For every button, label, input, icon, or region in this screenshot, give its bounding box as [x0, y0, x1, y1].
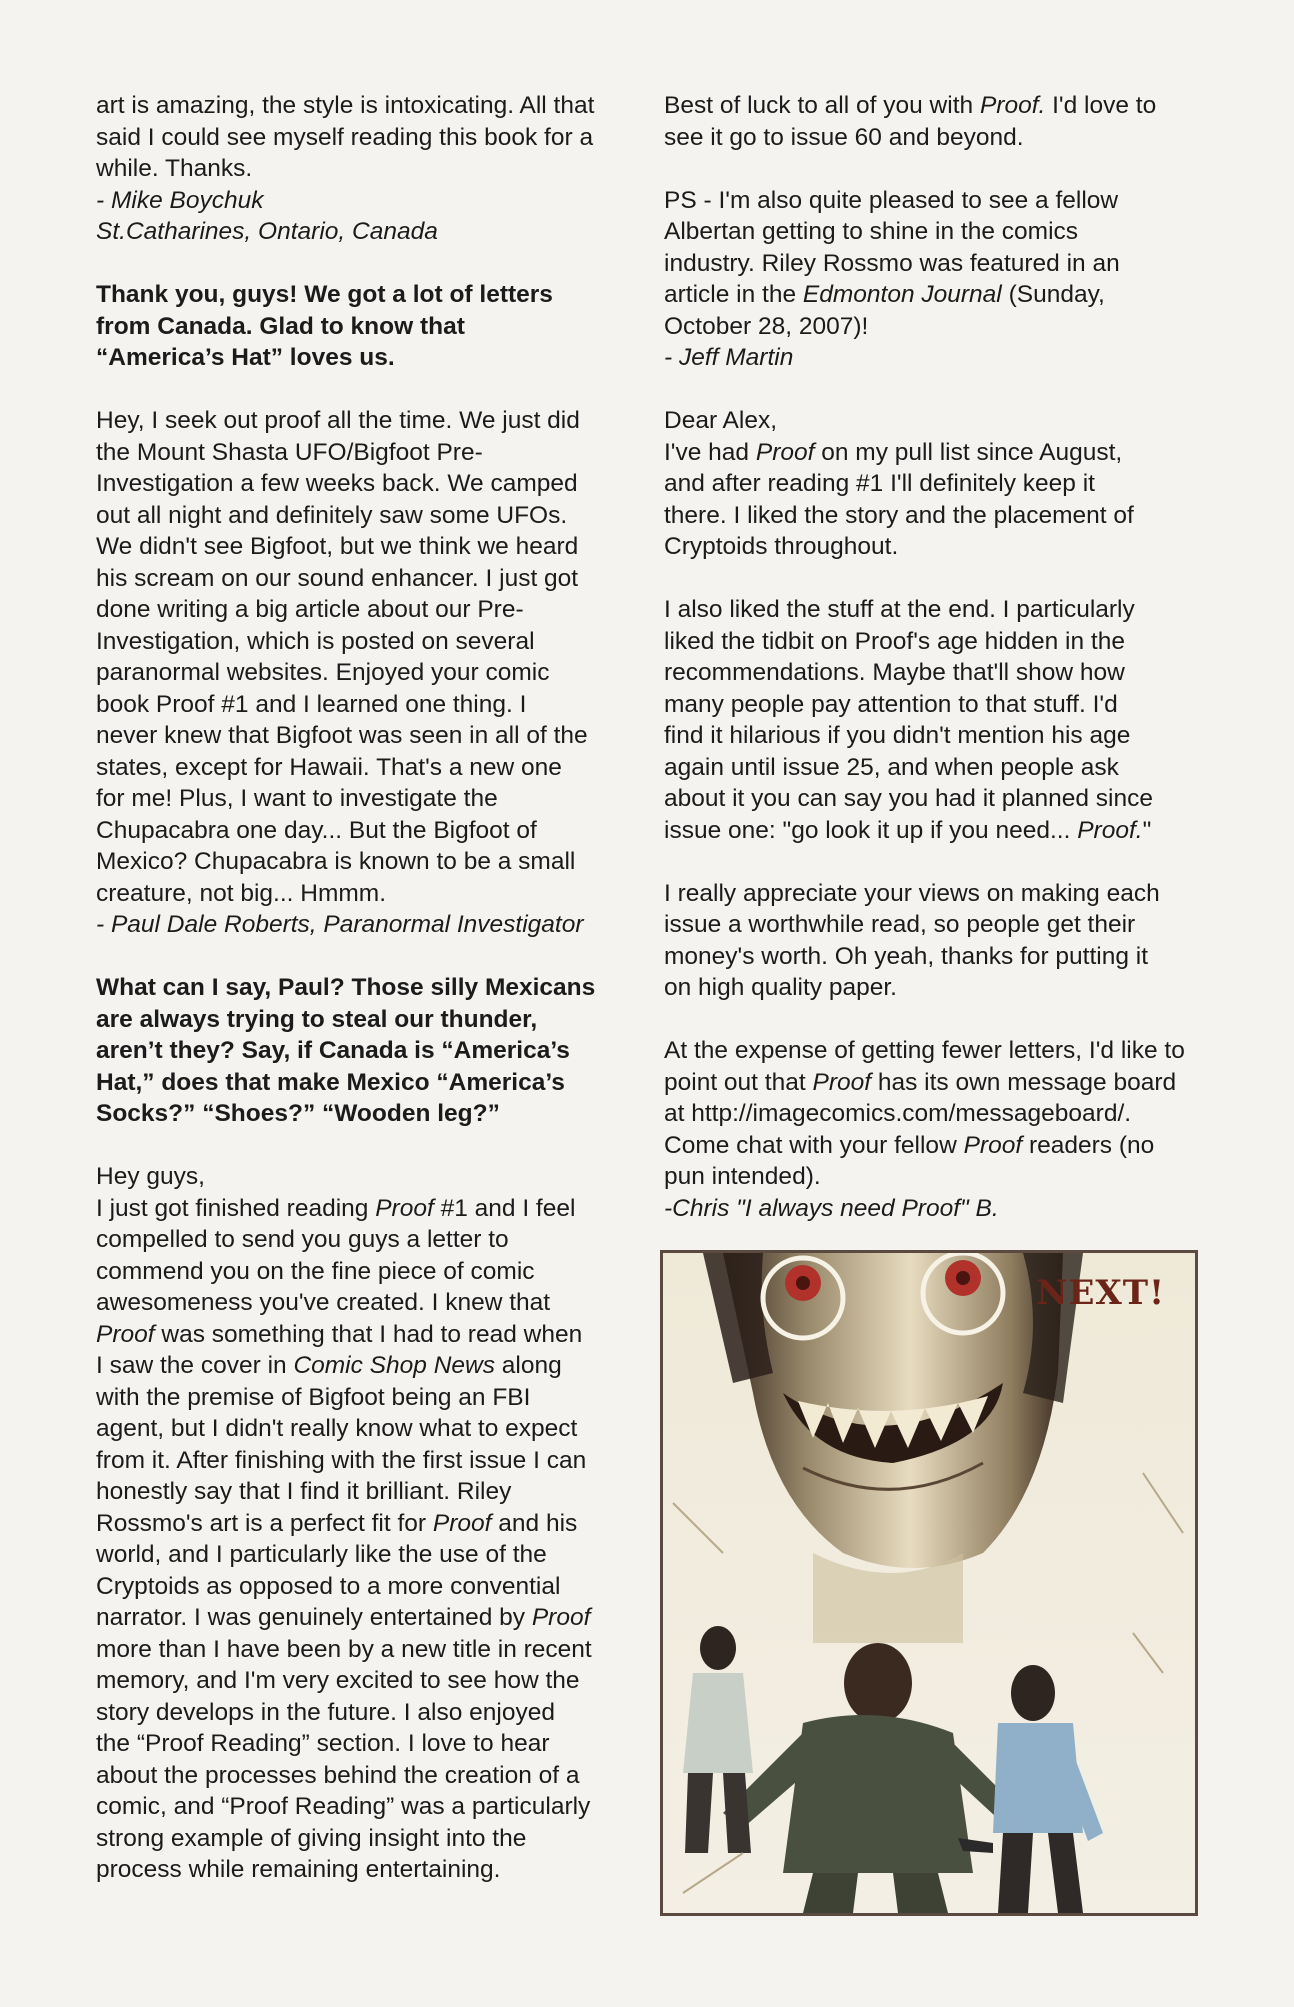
text-line: narrator. I was genuinely entertained by Proof [96, 1604, 591, 1631]
text-line: process while remaining entertaining. [96, 1856, 501, 1883]
message-board-url: at http://imagecomics.com/messageboard/. [664, 1100, 1132, 1127]
letter-mike-end [96, 90, 636, 185]
text-line: Albertan getting to shine in the comics [664, 218, 1079, 245]
text-line: book Proof #1 and I learned one thing. I [96, 690, 527, 718]
letter-chris-4 [664, 1035, 1209, 1224]
text-line: paranormal websites. Enjoyed your comic [96, 659, 550, 686]
reply-line: Hat,” does that make Mexico “America’s [96, 1068, 565, 1096]
text-line: PS - I'm also quite pleased to see a fellow [664, 186, 1119, 214]
text-line: strong example of giving insight into the [96, 1824, 527, 1852]
editor-reply [96, 972, 636, 1130]
signature-location: St.Catharines, Ontario, Canada [96, 218, 438, 245]
text-line: for me! Plus, I want to investigate the [96, 785, 498, 812]
text-line: art is amazing, the style is intoxicating. All that [96, 92, 595, 119]
signature-name: - Mike Boychuk [96, 186, 264, 214]
text-line: story develops in the future. I also enjoyed [96, 1698, 555, 1726]
greeting: Hey guys, [96, 1163, 205, 1190]
text-line: about it you can say you had it planned since [664, 785, 1153, 812]
text-line: see it go to issue 60 and beyond. [664, 123, 1024, 151]
text-line: At the expense of getting fewer letters, I'd like to [664, 1037, 1185, 1064]
reply-line: Thank you, guys! We got a lot of letters [96, 281, 553, 308]
text-line: agent, but I didn't really know what to expect [96, 1415, 578, 1442]
text-line: again until issue 25, and when people ask [664, 753, 1119, 781]
greeting: Dear Alex, [664, 407, 778, 434]
text-line: I really appreciate your views on making each [664, 879, 1160, 907]
reply-line: What can I say, Paul? Those silly Mexicans [96, 974, 596, 1001]
text-line: world, and I particularly like the use of the [96, 1541, 547, 1568]
text-line: awesomeness you've created. I knew that [96, 1289, 551, 1316]
text-line: Best of luck to all of you with Proof. I'd love to [664, 92, 1157, 119]
letter-chris-2 [664, 594, 1209, 846]
text-line: comic, and “Proof Reading” was a particularly [96, 1793, 591, 1820]
text-line: and after reading #1 I'll definitely keep it [664, 470, 1095, 497]
text-line: Hey, I seek out proof all the time. We just did [96, 407, 580, 434]
text-line: the “Proof Reading” section. I love to hear [96, 1730, 550, 1757]
text-line: Mexico? Chupacabra is known to be a small [96, 848, 576, 875]
text-line: more than I have been by a new title in recent [96, 1635, 592, 1663]
text-line: recommendations. Maybe that'll show how [664, 659, 1125, 686]
signature-name: -Chris "I always need Proof" B. [664, 1194, 999, 1222]
text-line: Investigation a few weeks back. We camped [96, 470, 578, 497]
text-line: issue one: "go look it up if you need... Proof." [664, 816, 1152, 844]
letter-chris-3 [664, 878, 1209, 1004]
comic-artwork [663, 1253, 1195, 1913]
reply-line: “America’s Hat” loves us. [96, 344, 395, 371]
text-line: I just got finished reading Proof #1 and I feel [96, 1194, 576, 1222]
signature-name: - Paul Dale Roberts, Paranormal Investigator [96, 911, 584, 938]
text-line: pun intended). [664, 1163, 821, 1190]
right-column [664, 90, 1209, 1256]
text-line: creature, not big... Hmmm. [96, 879, 387, 907]
text-line: his scream on our sound enhancer. I just got [96, 564, 579, 592]
text-line: out all night and definitely saw some UFOs. [96, 501, 568, 529]
letter-chris-1 [664, 405, 1209, 563]
text-line: point out that Proof has its own message board [664, 1068, 1177, 1096]
text-line: We didn't see Bigfoot, but we think we heard [96, 533, 579, 560]
text-line: from it. After finishing with the first issue I can [96, 1446, 587, 1474]
text-line: I also liked the stuff at the end. I particularly [664, 596, 1135, 623]
text-line: find it hilarious if you didn't mention his age [664, 722, 1131, 749]
text-line: I saw the cover in Comic Shop News along [96, 1352, 562, 1379]
text-line: Come chat with your fellow Proof readers (no [664, 1131, 1155, 1159]
text-line: memory, and I'm very excited to see how the [96, 1667, 580, 1694]
text-line: Rossmo's art is a perfect fit for Proof and his [96, 1509, 578, 1537]
text-line: I've had Proof on my pull list since August, [664, 438, 1123, 466]
text-line: industry. Riley Rossmo was featured in an [664, 249, 1120, 277]
text-line: liked the tidbit on Proof's age hidden in the [664, 627, 1125, 655]
signature-name: - Jeff Martin [664, 344, 794, 371]
letter-jeff-end [664, 90, 1209, 153]
reply-line: Socks?” “Shoes?” “Wooden leg?” [96, 1100, 500, 1127]
next-issue-panel [660, 1250, 1198, 1916]
letter-hey-guys [96, 1161, 636, 1886]
letter-jeff-ps [664, 185, 1209, 374]
text-line: compelled to send you guys a letter to [96, 1226, 509, 1253]
text-line: Cryptoids throughout. [664, 533, 899, 560]
text-line: Proof was something that I had to read when [96, 1320, 583, 1348]
text-line: about the processes behind the creation of a [96, 1761, 580, 1789]
text-line: Cryptoids as opposed to a more convential [96, 1572, 561, 1600]
text-line: the Mount Shasta UFO/Bigfoot Pre- [96, 438, 483, 466]
text-line: Investigation, which is posted on several [96, 627, 535, 655]
text-line: while. Thanks. [96, 155, 253, 182]
text-line: money's worth. Oh yeah, thanks for putting it [664, 942, 1149, 970]
text-line: never knew that Bigfoot was seen in all of the [96, 722, 588, 749]
text-line: honestly say that I find it brilliant. Riley [96, 1478, 512, 1505]
text-line: with the premise of Bigfoot being an FBI [96, 1383, 531, 1411]
text-line: done writing a big article about our Pre- [96, 596, 524, 623]
reply-line: are always trying to steal our thunder, [96, 1005, 538, 1033]
text-line: Chupacabra one day... But the Bigfoot of [96, 816, 537, 844]
text-line: many people pay attention to that stuff. I'd [664, 690, 1118, 718]
next-issue-title: NEXT! [1036, 1273, 1165, 1313]
editor-reply [96, 279, 636, 374]
letter-paul [96, 405, 636, 941]
letter-signature [96, 185, 636, 248]
text-line: on high quality paper. [664, 974, 897, 1001]
text-line: states, except for Hawaii. That's a new one [96, 753, 562, 781]
left-column [96, 90, 636, 1917]
text-line: issue a worthwhile read, so people get their [664, 911, 1136, 938]
text-line: said I could see myself reading this book for a [96, 123, 594, 151]
reply-line: from Canada. Glad to know that [96, 312, 465, 340]
text-line: there. I liked the story and the placement of [664, 501, 1134, 529]
text-line: commend you on the fine piece of comic [96, 1257, 535, 1285]
text-line: article in the Edmonton Journal (Sunday, [664, 281, 1105, 308]
text-line: October 28, 2007)! [664, 312, 869, 340]
reply-line: aren’t they? Say, if Canada is “America’s [96, 1037, 570, 1064]
